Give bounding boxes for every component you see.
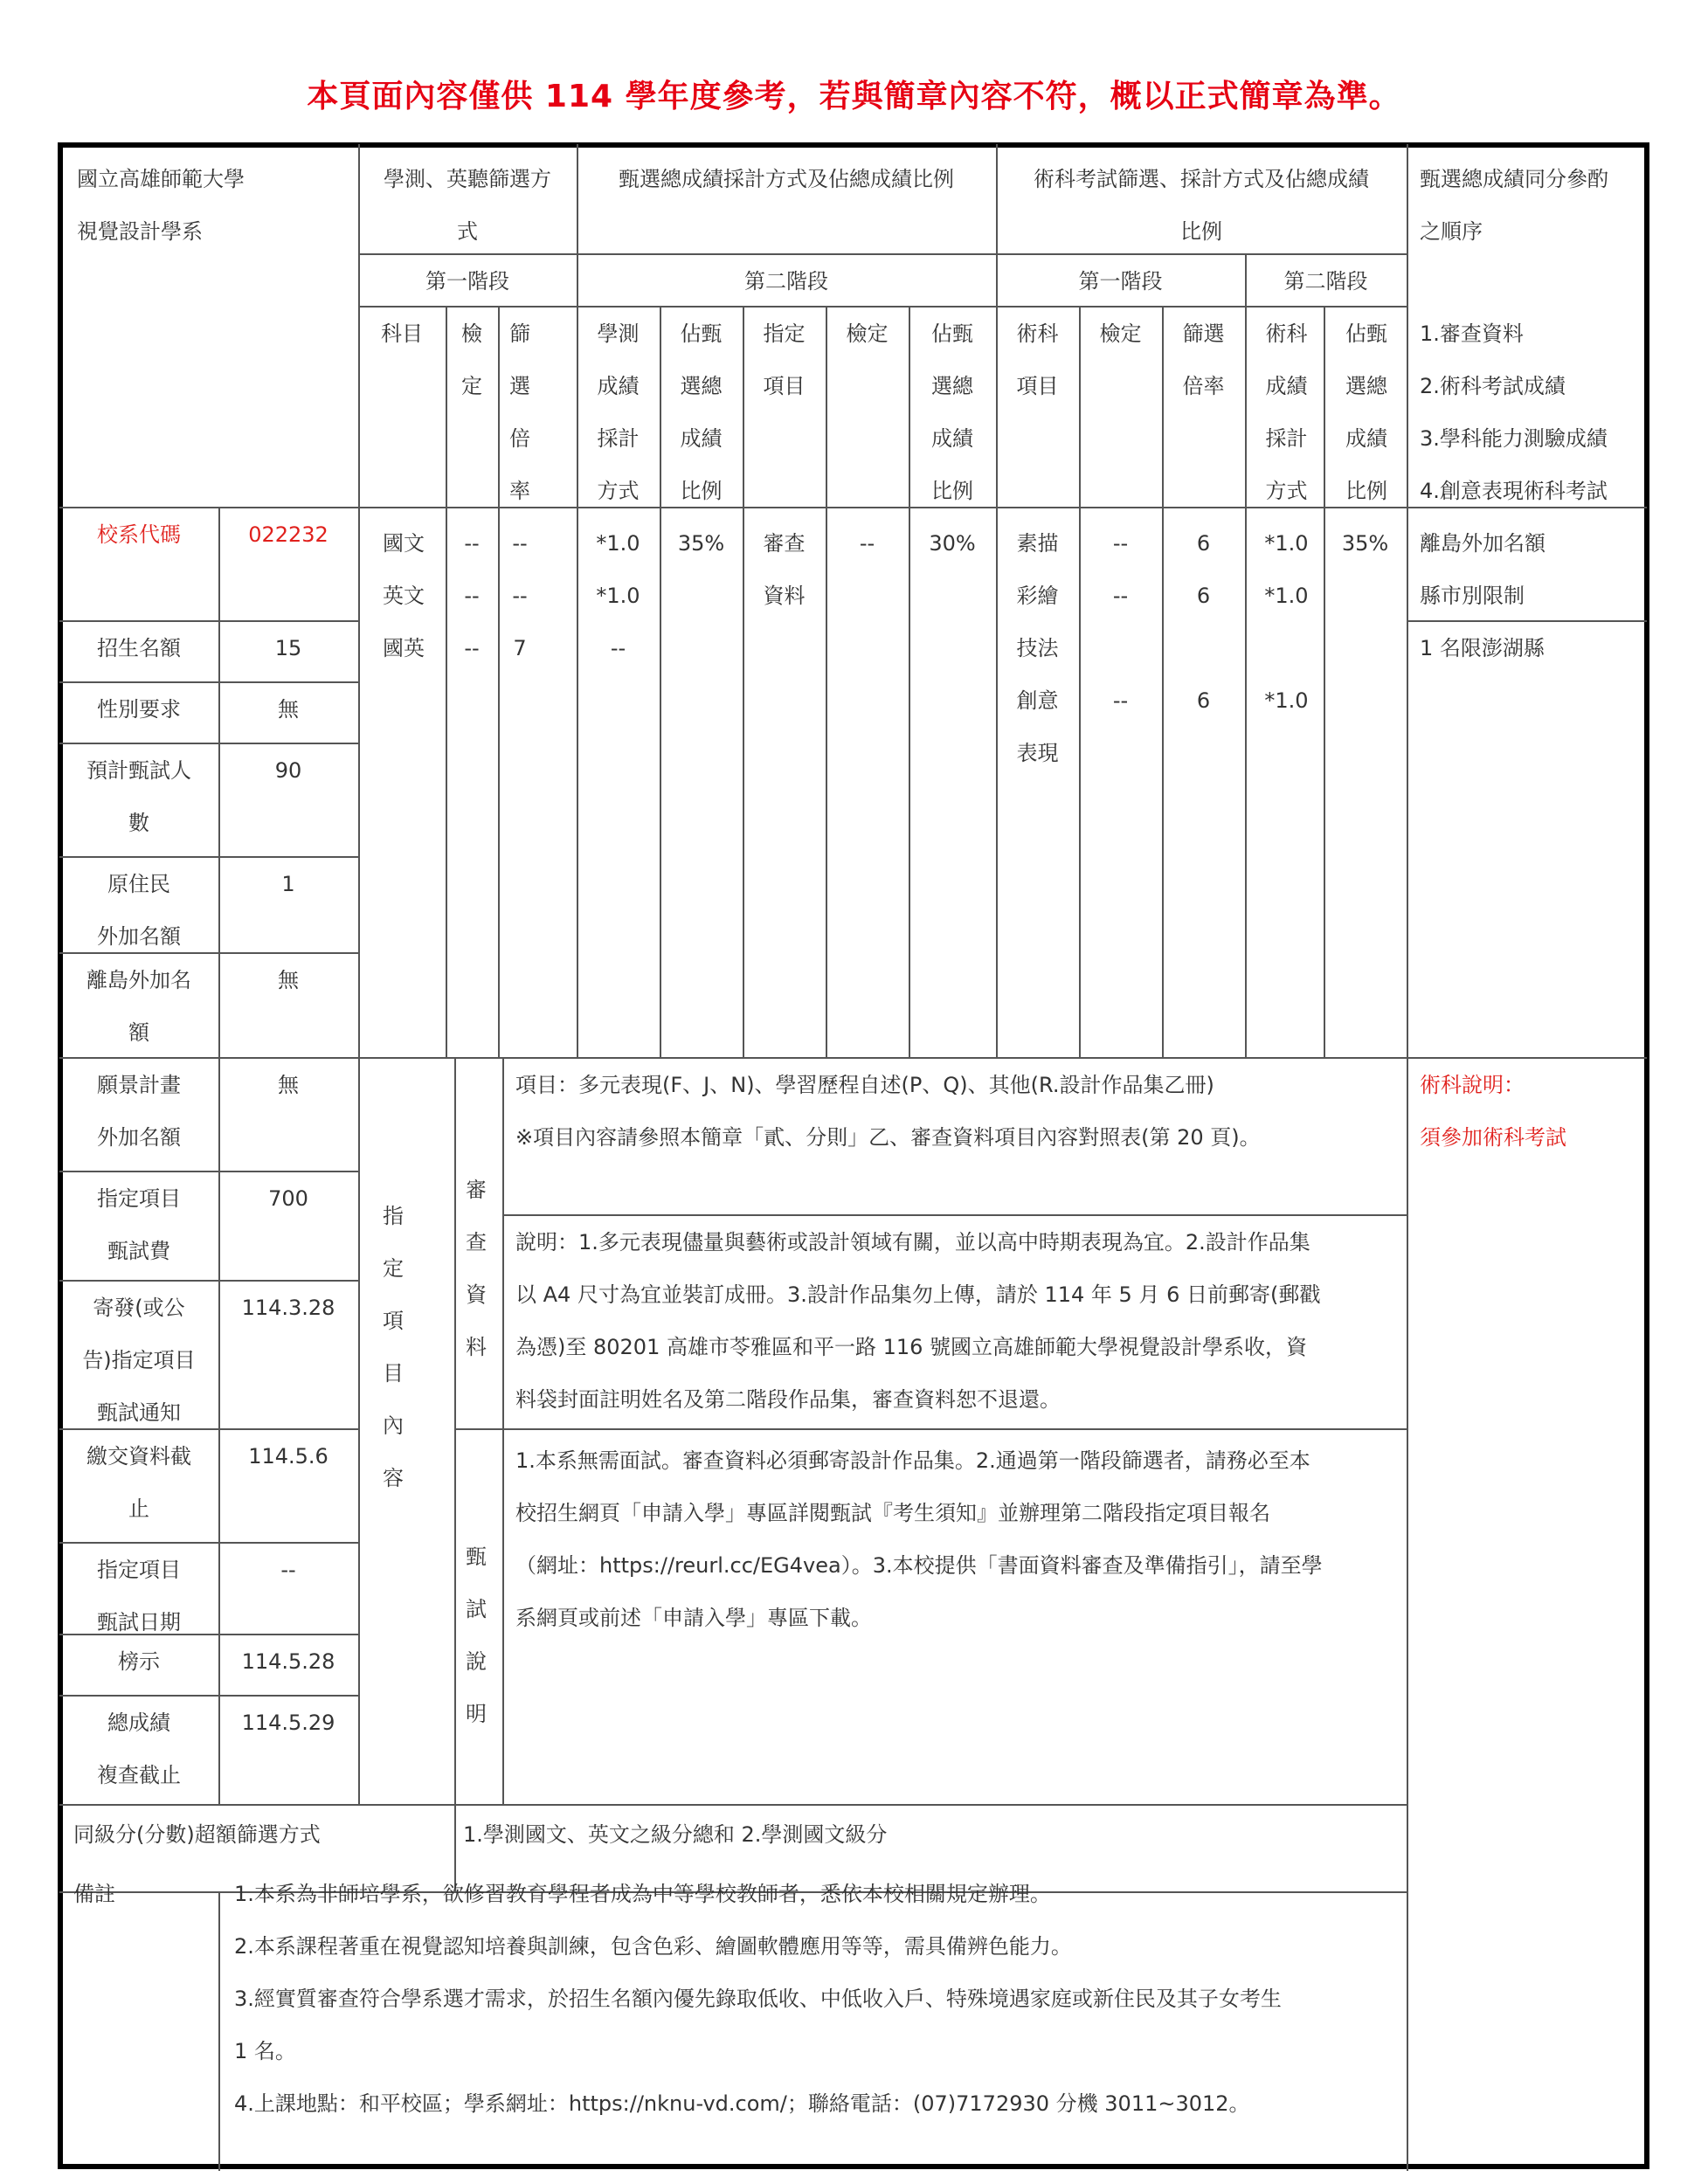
remark-item: 1 名。 <box>234 2039 296 2063</box>
stage2-pct2: 30% <box>929 531 976 556</box>
info-label: 繳交資料截 止 <box>86 1444 191 1521</box>
art-check: -- <box>1112 584 1129 608</box>
header-screening-method-cont: 式 <box>457 219 478 244</box>
stage2-designated: 審查 資料 <box>763 531 806 608</box>
col-pct2: 佔甄 選總 成績 比例 <box>931 321 973 503</box>
header-stage2: 第二階段 <box>744 269 828 294</box>
col-subject: 科目 <box>381 321 423 346</box>
art-ratio: 6 <box>1196 531 1211 556</box>
art-note-text: 須參加術科考試 <box>1420 1125 1566 1150</box>
art-item: 創意 <box>1016 688 1059 713</box>
remarks-label: 備註 <box>73 1882 115 1906</box>
island-quota-title-cont: 縣市別限制 <box>1420 584 1525 608</box>
info-value: 114.5.29 <box>241 1711 335 1735</box>
info-value: 1 <box>281 872 295 896</box>
info-label: 願景計畫 外加名額 <box>97 1073 181 1150</box>
remark-item: 2.本系課程著重在視覺認知培養與訓練，包含色彩、繪圖軟體應用等等，需具備辨色能力。 <box>234 1934 1072 1959</box>
col-check2: 檢定 <box>846 321 889 346</box>
island-quota-value: 1 名限澎湖縣 <box>1420 636 1545 660</box>
art-method: *1.0 <box>1264 531 1309 556</box>
info-label: 招生名額 <box>97 636 181 660</box>
art-item: 表現 <box>1016 741 1059 765</box>
grid-line <box>59 1804 1407 1806</box>
grid-line <box>446 306 447 1057</box>
header-art-stage1: 第一階段 <box>1078 269 1163 294</box>
tie-break-value: 1.學測國文、英文之級分總和 2.學測國文級分 <box>463 1822 888 1847</box>
tie-order-item: 4.創意表現術科考試 <box>1420 479 1608 503</box>
col-designated: 指定 項目 <box>763 321 806 398</box>
col-art-check: 檢定 <box>1099 321 1142 346</box>
art-note-title: 術科說明： <box>1420 1073 1525 1097</box>
info-label: 校系代碼 <box>97 522 181 547</box>
stage2-check: -- <box>859 531 875 556</box>
col-check: 檢 定 <box>461 321 482 398</box>
stage2-pct1: 35% <box>677 531 725 556</box>
interview-notes: 1.本系無需面試。審查資料必須郵寄設計作品集。2.通過第一階段篩選者，請務必至本 校招生網頁「申請入學」專區詳閱甄試『考生須知』並辦理第二階段指定項目報名 （網址：https://reurl.cc/EG4vea）。3.本校提供「書面資料審查及準備指引」，請至學 系網頁或前述「申請入學」專區下載。 <box>515 1448 1323 1630</box>
designated-item: 項目：多元表現(F、J、N)、學習歷程自述(P、Q)、其他(R.設計作品集乙冊) <box>515 1073 1214 1097</box>
stage1-check-col: -- -- -- <box>464 531 480 660</box>
header-art-stage2: 第二階段 <box>1283 269 1368 294</box>
remark-item: 3.經實質審查符合學系選才需求，於招生名額內優先錄取低收、中低收入戶、特殊境遇家庭或新住民及其子女考生 <box>234 1987 1282 2011</box>
grid-line <box>454 1428 1407 1430</box>
art-method: *1.0 <box>1264 688 1309 713</box>
art-item: 技法 <box>1016 636 1059 660</box>
col-ratio: 篩 選 倍 率 <box>509 321 530 503</box>
disclaimer-notice: 本頁面內容僅供 114 學年度參考，若與簡章內容不符，概以正式簡章為準。 <box>307 79 1401 114</box>
art-method: *1.0 <box>1264 584 1309 608</box>
info-value: 114.5.6 <box>248 1444 328 1469</box>
art-check: -- <box>1112 688 1129 713</box>
art-ratio: 6 <box>1196 584 1211 608</box>
art-ratio: 6 <box>1196 688 1211 713</box>
grid-line <box>743 306 744 1057</box>
header-art-exam-cont: 比例 <box>1180 219 1222 244</box>
col-gsat-method: 學測 成績 採計 方式 <box>597 321 640 503</box>
art-item: 素描 <box>1016 531 1059 556</box>
grid-line <box>502 1057 504 1804</box>
info-value: 114.3.28 <box>241 1296 335 1320</box>
designated-item: ※項目內容請參照本簡章「貳、分則」乙、審查資料項目內容對照表(第 20 頁)。 <box>515 1125 1261 1150</box>
remarks-list <box>234 1868 1282 2130</box>
stage2-gsat-method: *1.0 *1.0 -- <box>596 531 640 660</box>
header-tie-order: 甄選總成績同分參酌 <box>1420 167 1608 191</box>
info-label: 原住民 外加名額 <box>97 872 181 949</box>
info-value: 022232 <box>248 522 328 547</box>
info-value: 無 <box>278 1073 299 1097</box>
tie-order-item: 1.審查資料 <box>1420 321 1524 346</box>
remark-item: 1.本系為非師培學系，欲修習教育學程者成為中等學校教師者，悉依本校相關規定辦理。 <box>234 1882 1051 1906</box>
grid-line <box>1407 144 1408 2171</box>
designated-items <box>515 1059 1261 1164</box>
info-value: 無 <box>278 968 299 992</box>
info-value: -- <box>280 1558 296 1582</box>
designated-label: 指 定 項 目 內 容 <box>383 1204 404 1490</box>
interview-label: 甄 試 說 明 <box>466 1545 487 1726</box>
grid-line <box>498 306 500 1057</box>
info-label: 預計甄試人 數 <box>86 758 191 835</box>
info-value: 15 <box>274 636 302 660</box>
info-value: 114.5.28 <box>241 1649 335 1674</box>
header-screening-method: 學測、英聽篩選方 <box>384 167 551 191</box>
col-pct1: 佔甄 選總 成績 比例 <box>680 321 723 503</box>
col-art-item: 術科 項目 <box>1016 321 1059 398</box>
col-art-ratio: 篩選 倍率 <box>1182 321 1225 398</box>
tie-order-item: 2.術科考試成績 <box>1420 374 1566 398</box>
info-label: 性別要求 <box>97 697 181 722</box>
island-quota-title: 離島外加名額 <box>1420 531 1545 556</box>
col-art-method: 術科 成績 採計 方式 <box>1265 321 1308 503</box>
stage1-subject-col: 國文 英文 國英 <box>383 531 425 660</box>
header-art-exam: 術科考試篩選、採計方式及佔總成績 <box>1034 167 1369 191</box>
grid-line <box>358 1057 360 1804</box>
grid-line <box>454 1057 456 1891</box>
col-art-pct: 佔甄 選總 成績 比例 <box>1345 321 1387 503</box>
info-value: 90 <box>274 758 302 783</box>
header-total-score-method: 甄選總成績採計方式及佔總成績比例 <box>619 167 954 191</box>
info-value: 無 <box>278 697 299 722</box>
tie-order-list <box>1420 308 1608 517</box>
school-name: 國立高雄師範大學 <box>77 167 245 191</box>
info-label: 總成績 複查截止 <box>97 1711 181 1787</box>
grid-line <box>218 1891 220 2171</box>
remark-item: 4.上課地點：和平校區；學系網址：https://nknu-vd.com/；聯絡電話：(07)7172930 分機 3011~3012。 <box>234 2091 1250 2116</box>
tie-break-label: 同級分(分數)超額篩選方式 <box>73 1822 321 1847</box>
info-label: 指定項目 甄試費 <box>97 1186 181 1263</box>
info-label: 離島外加名 額 <box>86 968 191 1045</box>
art-check: -- <box>1112 531 1129 556</box>
info-label: 榜示 <box>118 1649 160 1674</box>
review-label: 審 查 資 料 <box>466 1178 487 1359</box>
info-value: 700 <box>268 1186 308 1211</box>
department-name: 視覺設計學系 <box>77 219 203 244</box>
info-label: 寄發(或公 告)指定項目 甄試通知 <box>82 1296 196 1425</box>
stage1-ratio-col: -- -- 7 <box>512 531 528 660</box>
info-label: 指定項目 甄試日期 <box>97 1558 181 1635</box>
review-notes: 說明：1.多元表現儘量與藝術或設計領域有關，並以高中時期表現為宜。2.設計作品集 以 A4 尺寸為宜並裝訂成冊。3.設計作品集勿上傳，請於 114 年 5 月 6 日前郵寄(郵戳 為憑)至 80201 高雄市苓雅區和平一路 116 號國立高雄師範大學視覺設計學系收，資 料袋封面註明姓名及第二階段作品集，審查資料恕不退還。 <box>515 1230 1321 1412</box>
art-pct: 35% <box>1341 531 1389 556</box>
grid-line <box>826 306 827 1057</box>
header-tie-order-cont: 之順序 <box>1420 219 1483 244</box>
tie-order-item: 3.學科能力測驗成績 <box>1420 426 1608 451</box>
art-item: 彩繪 <box>1016 584 1059 608</box>
header-stage1: 第一階段 <box>425 269 509 294</box>
